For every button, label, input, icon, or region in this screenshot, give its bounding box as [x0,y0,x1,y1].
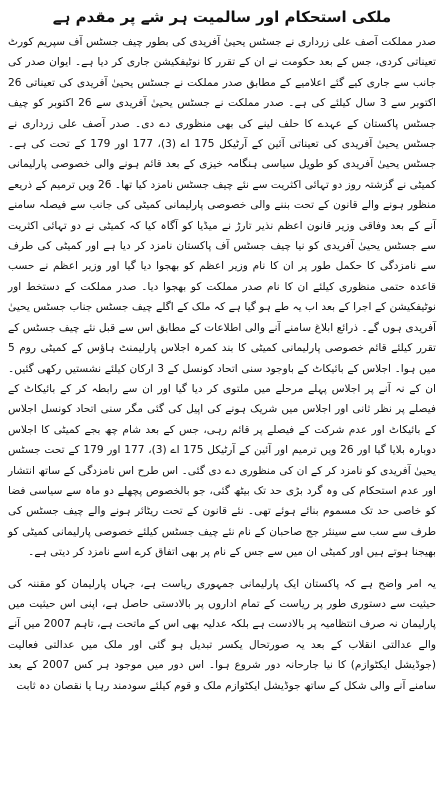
article-paragraph-2: یہ امر واضح ہے کہ پاکستان ایک پارلیمانی جمہوری ریاست ہے، جہاں پارلیمان کو مقننہ کی حیثیت سے دستوری طور پر ریاست کے تمام اداروں پر بالادستی حاصل ہے، اپنی اس حیثیت میں پارلیمان نہ صرف انتظامیہ پر بالادست ہے بلکہ عدلیہ بھی اس کے ماتحت ہے، تاہم 2007 میں آنے والے عدالتی انقلاب کے بعد یہ صورتحال یکسر تبدیل ہو گئی اور ملک میں عدالتی فعالیت (جوڈیشل ایکٹوازم) کا نیا جارحانہ دور شروع ہوا۔ اس دور میں موجود ہر کس 2007 کے بعد سامنے آنے والی شکل کے ساتھ جوڈیشل ایکٹوازم ملک و قوم کیلئے سودمند رہا یا نقصان دہ ثابت [8,577,436,692]
paragraph-spacer [8,563,436,574]
article-paragraph-1: صدر مملکت آصف علی زرداری نے جسٹس یحییٰ آفریدی کی بطور چیف جسٹس آف سپریم کورٹ تعیناتی کردی، جس کے بعد حکومت نے ان کے تقرر کا نوٹیفکیشن جاری کر دیا ہے۔ ایوان صدر کی جانب سے جاری کیے گئے اعلامیے کے مطابق صدر مملکت نے جسٹس یحییٰ آفریدی کی تعیناتی 26 اکتوبر سے 3 سال کیلئے کی ہے۔ صدر مملکت نے جسٹس یحییٰ آفریدی سے 26 اکتوبر کو چیف جسٹس پاکستان کے عہدے کا حلف لینے کی بھی منظوری دے دی۔ صدر آصف علی زرداری نے جسٹس یحییٰ آفریدی کی تعیناتی آئین کے آرٹیکل 175 اے (3)، 177 اور 179 کے تحت کی ہے۔ جسٹس یحییٰ آفریدی کو طویل سیاسی ہنگامہ خیزی کے بعد قائم ہونے والی خصوصی پارلیمانی کمیٹی نے گزشتہ روز دو تہائی اکثریت سے نئے چیف جسٹس نامزد کیا تھا۔ 26 ویں ترمیم کے ذریعے منظور ہونے والے قانون کے تحت بننے والی خصوصی پارلیمانی کمیٹی کی جانب سے فیصلہ سامنے آنے کے بعد وفاقی وزیر قانون اعظم نذیر تارڑ نے میڈیا کو آگاہ کیا کہ کمیٹی نے دو تہائی اکثریت سے جسٹس یحییٰ آفریدی کو نیا چیف جسٹس آف پاکستان نامزد کر دیا ہے اور کمیٹی کی طرف سے نامزدگی کا حکمل طور پر ان کا نام وزیر اعظم کو بھجوا دیا گیا اور وزیر اعظم نے حسب قاعدہ حتمی منظوری کیلئے ان کا نام صدر مملکت کو بھجوا دیا۔ صدر مملکت کے دستخط اور نوٹیفکیشن کے اجرا کے بعد اب یہ طے ہو گیا ہے کہ ملک کے اگلے چیف جسٹس جناب جسٹس یحییٰ آفریدی ہوں گے۔ ذرائع ابلاغ سامنے آنے والی اطلاعات کے مطابق اس سے قبل نئے چیف جسٹس کے تقرر کیلئے قائم خصوصی پارلیمانی کمیٹی کا بند کمرہ اجلاس پارلیمنٹ ہاؤس کے کمیٹی روم 5 میں ہوا۔ اجلاس کے بائیکاٹ کے باوجود سنی اتحاد کونسل کے 3 ارکان کیلئے نشستیں رکھی گئیں۔ ان کے نہ آنے پر اجلاس پہلے مرحلے میں ملتوی کر دیا گیا اور ان سے رابطہ کر کے بائیکاٹ کے فیصلے پر نظر ثانی اور اجلاس میں شریک ہونے کی اپیل کی گئی مگر سنی اتحاد کونسل اجلاس کے بائیکاٹ اور عدم شرکت کے فیصلے پر قائم رہی، جس کے بعد شام چھ بجے کمیٹی کا اجلاس دوبارہ بلایا گیا اور 26 ویں ترمیم اور آئین کے آرٹیکل 175 اے (3)، 177 اور 179 کے تحت جسٹس یحییٰ آفریدی کو نامزد کر کے ان کی منظوری دے دی گئی۔ اس طرح اس نامزدگی کے ساتھ انتشار اور عدم استحکام کی وہ گرد بڑی حد تک بیٹھ گئی، جو بالخصوص پچھلے دو ماہ سے سیاسی فضا کو خاصی حد تک مسموم بنائے ہوئے تھی۔ نئے قانون کے تحت ریٹائر ہونے والے چیف جسٹس کی طرف سے سب سے سینئر جج صاحبان کے نام نئے چیف جسٹس کیلئے خصوصی پارلیمانی کمیٹی کو بھیجنا ہوتے ہیں اور کمیٹی ان میں سے جس کے نام پر بھی اتفاق کرے اسے نامزد کر دیتی ہے۔ [8,36,437,559]
article-title: ملکی استحکام اور سالمیت ہر شے پر مقدم ہے [52,8,392,26]
